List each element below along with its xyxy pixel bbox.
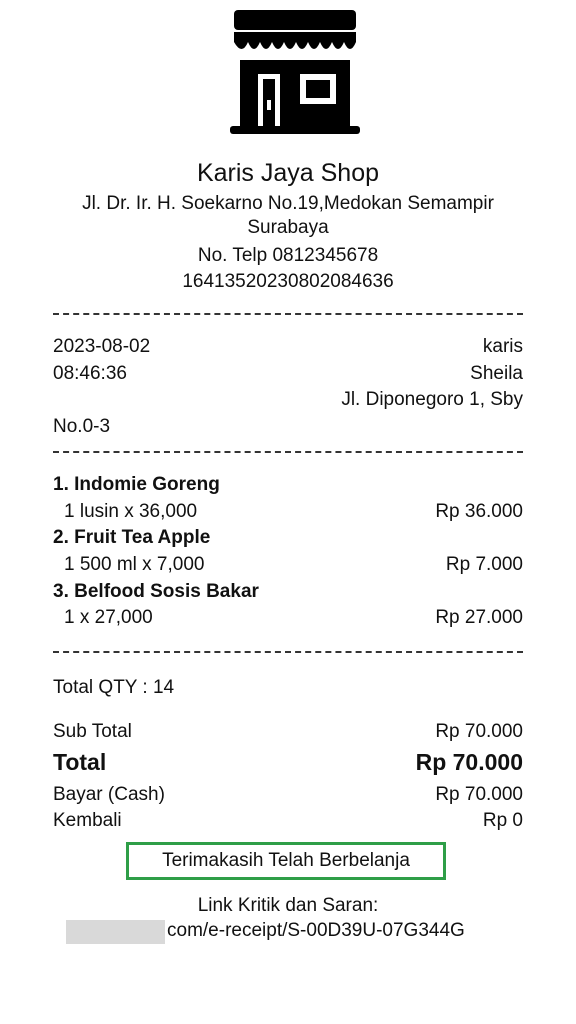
total-value: Rp 70.000 (415, 749, 523, 775)
total-label: Total (53, 749, 107, 775)
receipt-date: 2023-08-02 (53, 336, 151, 357)
redacted-link-prefix (66, 920, 165, 944)
list-item-detail: 1 lusin x 36,000 Rp 36.000 (64, 501, 523, 522)
change-label: Kembali (53, 810, 122, 831)
divider (53, 651, 523, 653)
list-item-detail: 1 500 ml x 7,000 Rp 7.000 (64, 554, 523, 575)
total-row (53, 747, 523, 777)
meta-row-1 (53, 334, 523, 360)
total-qty: Total QTY : 14 (53, 677, 175, 698)
meta-row-2 (53, 361, 523, 387)
customer-name: Sheila (470, 363, 523, 384)
list-item-name: 2. Fruit Tea Apple (53, 527, 211, 548)
change-value: Rp 0 (482, 810, 523, 831)
payment-row (53, 782, 523, 808)
customer-address: Jl. Diponegoro 1, Sby (341, 389, 523, 410)
list-item-detail: 1 x 27,000 Rp 27.000 (64, 607, 523, 628)
subtotal-value: Rp 70.000 (435, 721, 523, 742)
receipt-time: 08:46:36 (53, 363, 127, 384)
feedback-link[interactable]: com/e-receipt/S-00D39U-07G344G (167, 920, 465, 941)
meta-row-3 (53, 387, 523, 413)
shop-awning-icon (228, 8, 362, 136)
change-row (53, 808, 523, 834)
feedback-label: Link Kritik dan Saran: (197, 895, 379, 916)
transaction-id: 16413520230802084636 (182, 271, 394, 292)
meta-row-4 (53, 414, 523, 440)
payment-label: Bayar (Cash) (53, 784, 165, 805)
list-item-name: 3. Belfood Sosis Bakar (53, 581, 259, 602)
order-number: No.0-3 (53, 416, 111, 437)
phone-number: No. Telp 0812345678 (197, 245, 379, 266)
subtotal-row (53, 719, 523, 745)
thank-you-message[interactable]: Terimakasih Telah Berbelanja (126, 842, 446, 880)
payment-value: Rp 70.000 (435, 784, 523, 805)
cashier-name: karis (482, 336, 523, 357)
address-line-1: Jl. Dr. Ir. H. Soekarno No.19,Medokan Semampir (82, 193, 494, 214)
address-line-2: Surabaya (247, 217, 329, 238)
divider (53, 451, 523, 453)
shop-name: Karis Jaya Shop (196, 159, 380, 187)
subtotal-label: Sub Total (53, 721, 132, 742)
list-item-name: 1. Indomie Goreng (53, 474, 220, 495)
divider (53, 313, 523, 315)
